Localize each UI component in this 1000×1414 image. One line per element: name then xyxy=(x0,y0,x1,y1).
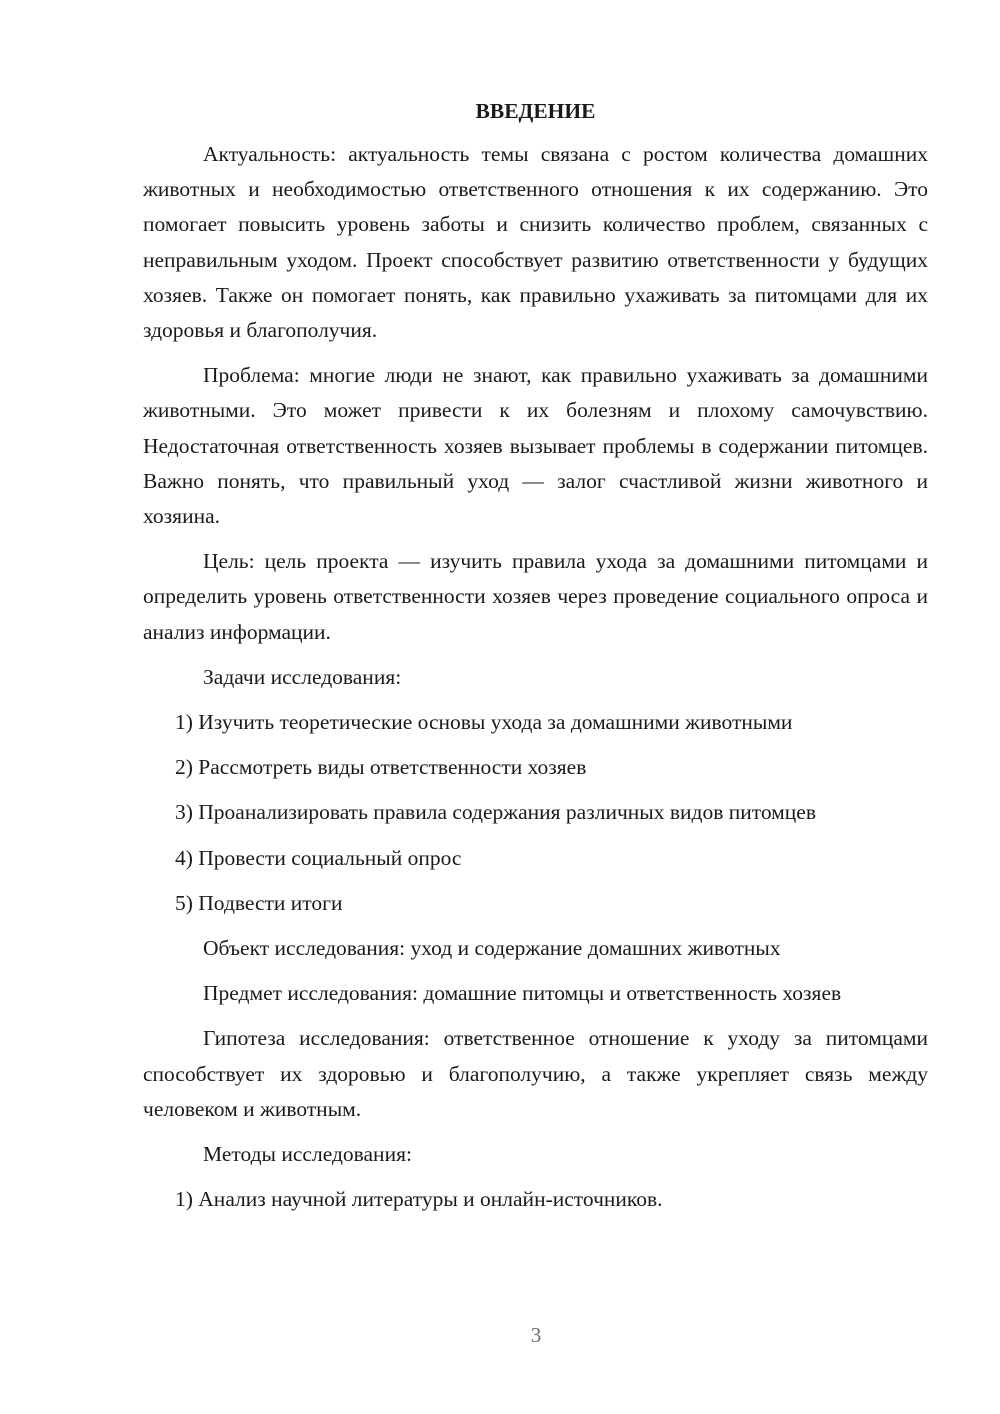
page-number: 3 xyxy=(530,1323,542,1347)
list-item: 1) Изучить теоретические основы ухода за домашними животными xyxy=(175,710,793,735)
goal-paragraph: Цель: цель проекта — изучить правила ухода за домашними питомцами и определить уровень ответственности хозяев через проведение социального опроса и анализ информации. xyxy=(143,549,928,644)
object-line: Объект исследования: уход и содержание домашних животных xyxy=(203,936,781,961)
subject-paragraph: Предмет исследования: домашние питомцы и ответственность хозяев xyxy=(203,981,842,1006)
tasks-heading: Задачи исследования: xyxy=(203,664,402,689)
list-item: 1) Анализ научной литературы и онлайн-источников. xyxy=(175,1187,663,1212)
page-content xyxy=(143,94,928,1227)
methods-heading: Методы исследования: xyxy=(203,1142,412,1167)
section-title: ВВЕДЕНИЕ xyxy=(475,99,596,123)
relevance-paragraph: Актуальность: актуальность темы связана с ростом количества домашних животных и необходимостью ответственного отношения к их содержанию. Это помогает повысить уровень заботы и снизить количество проблем, связанных с неправильным уходом. Проект способствует развитию ответственности у будущих хозяев. Также он помогает понять, как правильно ухаживать за питомцами для их здоровья и благополучия. xyxy=(143,142,928,343)
list-item: 2) Рассмотреть виды ответственности хозяев xyxy=(175,755,587,780)
tasks-list xyxy=(143,705,928,921)
hypothesis-paragraph: Гипотеза исследования: ответственное отношение к уходу за питомцами способствует их здоровью и благополучию, а также укрепляет связь между человеком и животным. xyxy=(143,1026,928,1121)
problem-paragraph: Проблема: многие люди не знают, как правильно ухаживать за домашними животными. Это может привести к их болезням и плохому самочувствию. Недостаточная ответственность хозяев вызывает проблемы в содержании питомцев. Важно понять, что правильный уход — залог счастливой жизни животного и хозяина. xyxy=(143,363,928,529)
list-item: 5) Подвести итоги xyxy=(175,890,343,915)
methods-list xyxy=(143,1182,928,1217)
list-item: 4) Провести социальный опрос xyxy=(175,845,462,870)
list-item: 3) Проанализировать правила содержания различных видов питомцев xyxy=(175,800,816,825)
